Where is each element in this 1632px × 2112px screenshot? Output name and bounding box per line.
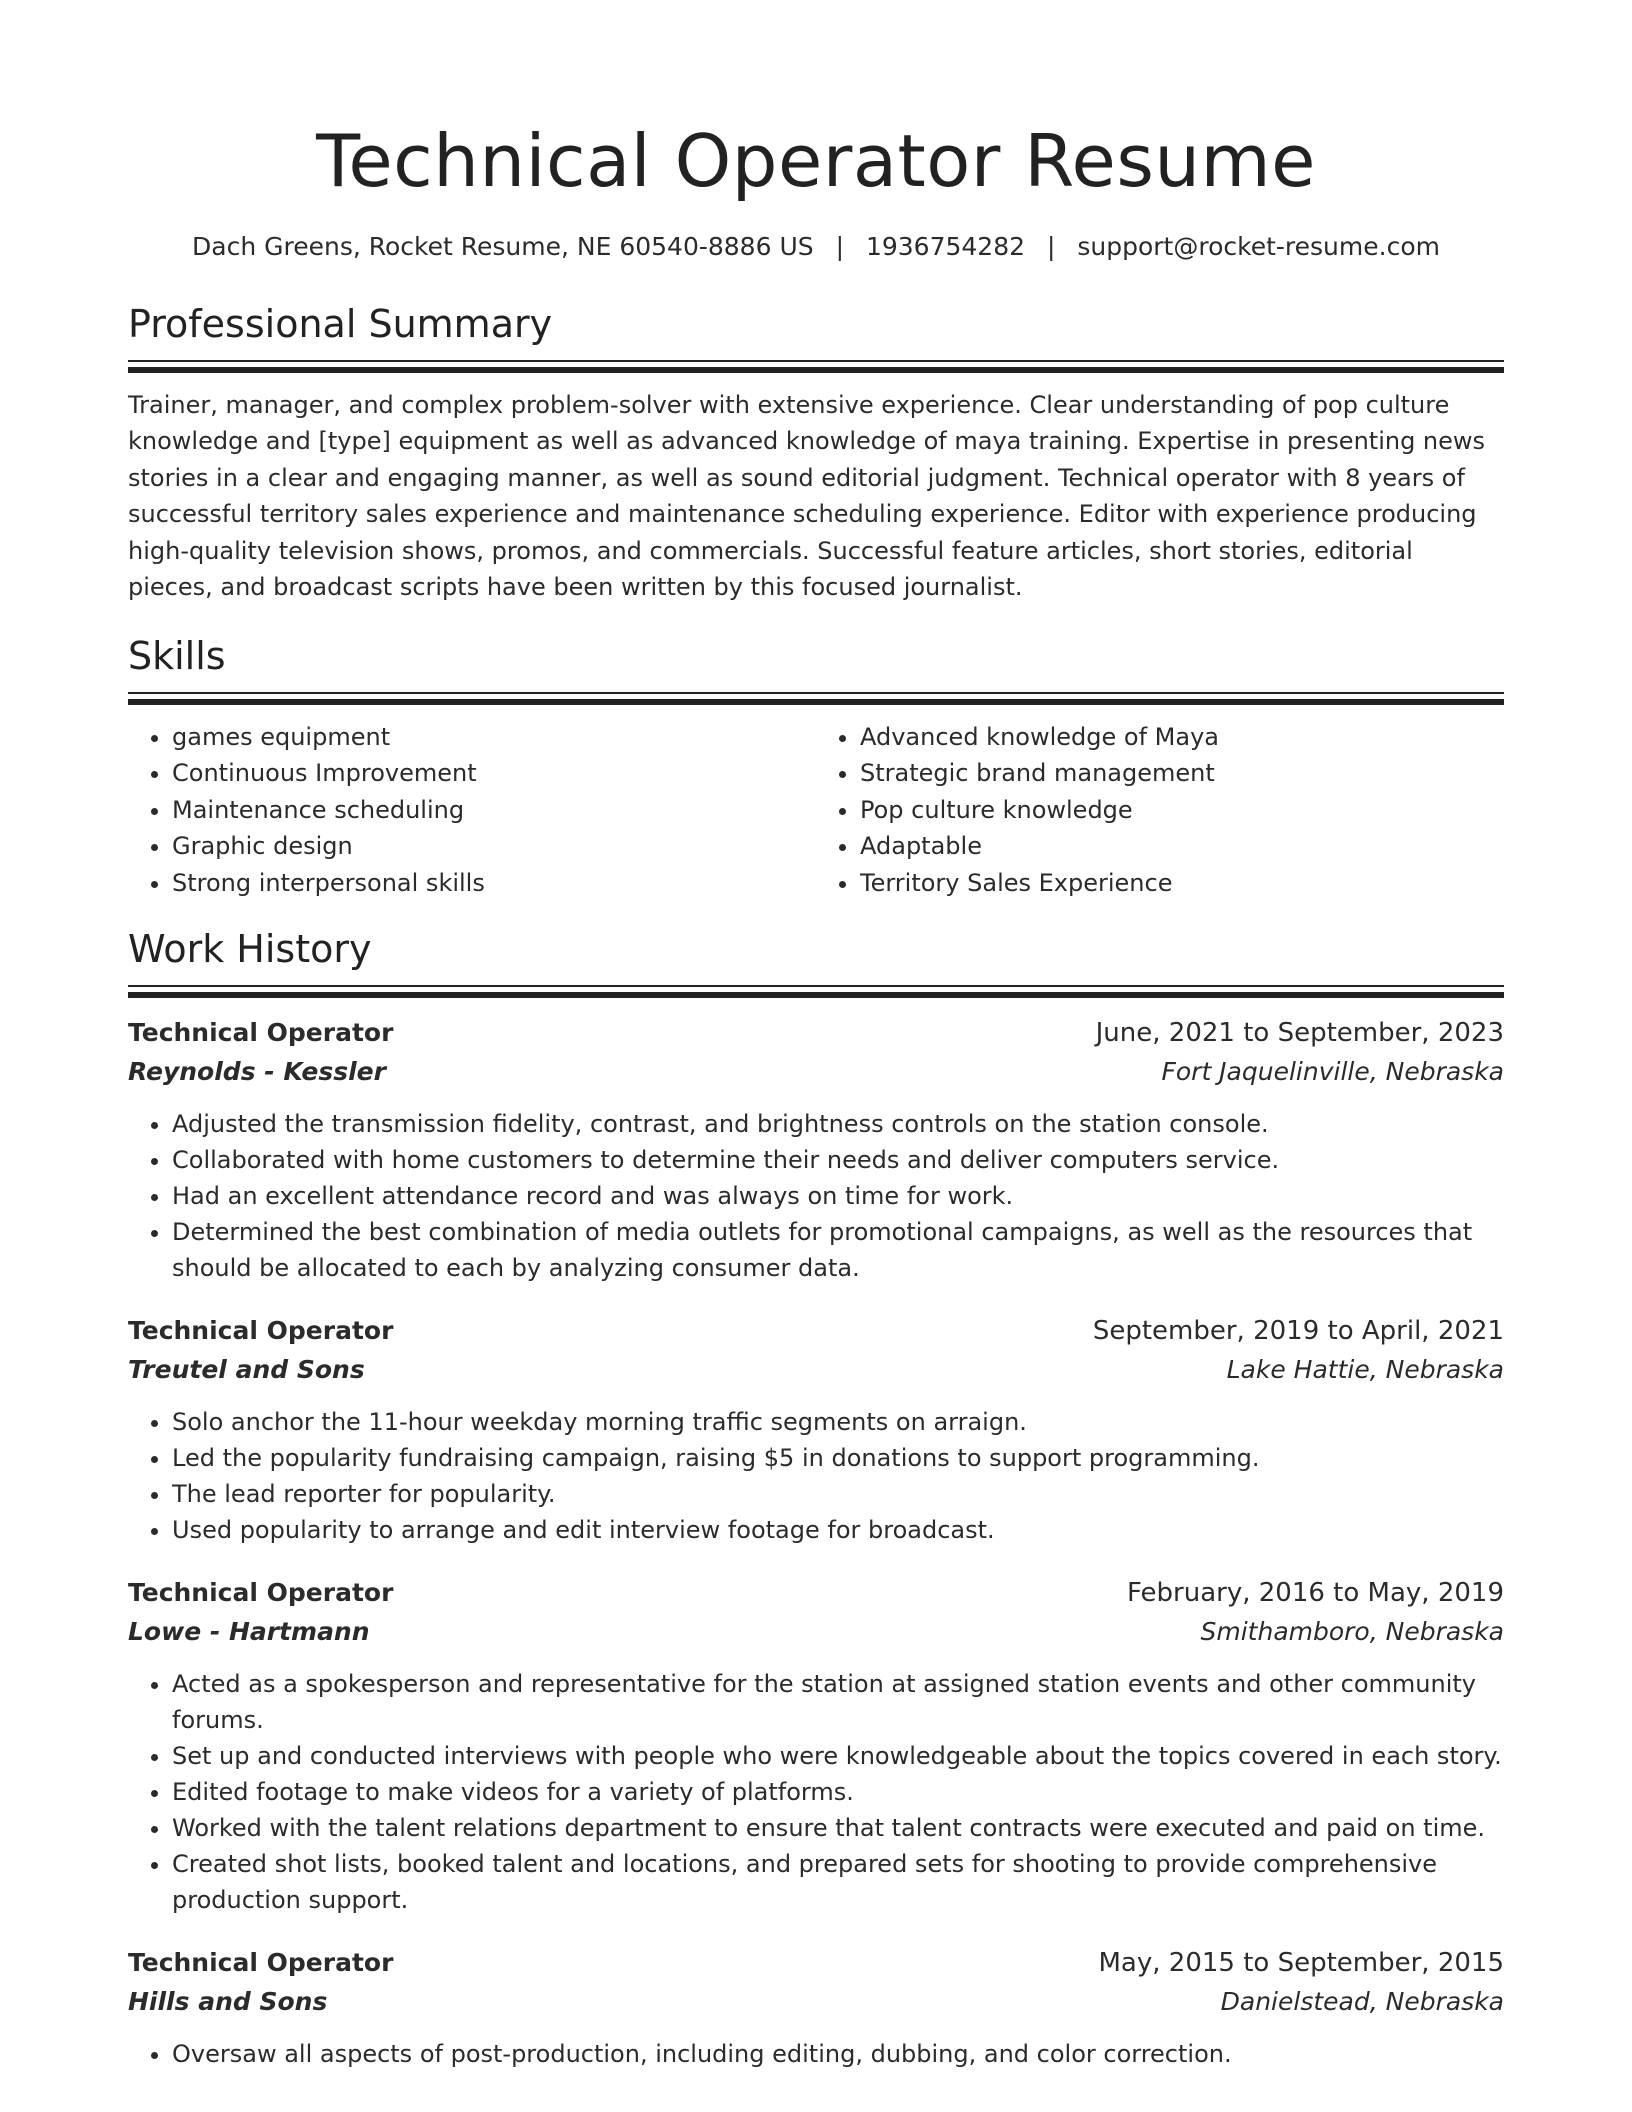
job-bullet: • The lead reporter for popularity. [172,1476,1504,1512]
job-dates: May, 2015 to September, 2015 [1098,1947,1504,1978]
job-bullet: • Had an excellent attendance record and was always on time for work. [172,1178,1504,1214]
job-title: Technical Operator [128,1577,394,1607]
job-dates: June, 2021 to September, 2023 [1095,1017,1504,1048]
section-work-history [128,927,1504,2072]
job-bullet: • Edited footage to make videos for a variety of platforms. [172,1774,1504,1810]
section-heading-summary: Professional Summary [128,302,553,347]
job-location: Fort Jaquelinville, Nebraska [1161,1056,1504,1086]
section-heading-skills: Skills [128,633,226,678]
contact-separator: | [835,232,845,262]
skill-item: • Territory Sales Experience [860,865,1504,902]
job-title: Technical Operator [128,1315,394,1345]
job-bullets [128,1106,1504,1286]
job-company: Hills and Sons [128,1986,328,2016]
contact-separator: | [1046,232,1056,262]
contact-line [128,232,1504,262]
section-divider [128,992,1504,998]
job-bullet: • Solo anchor the 11-hour weekday morning traffic segments on arraign. [172,1404,1504,1440]
job-entry [128,1014,1504,1286]
skill-item: • games equipment [172,719,816,756]
job-bullet: • Used popularity to arrange and edit interview footage for broadcast. [172,1512,1504,1548]
section-summary [128,302,1504,606]
job-title: Technical Operator [128,1947,394,1977]
skill-item: • Advanced knowledge of Maya [860,719,1504,756]
skills-column-left [128,719,816,902]
section-heading-work-history: Work History [128,927,372,972]
skill-item: • Adaptable [860,828,1504,865]
skills-list [128,719,1504,902]
skills-column-right [816,719,1504,902]
job-bullets [128,1404,1504,1548]
section-divider [128,360,1504,362]
job-dates: February, 2016 to May, 2019 [1127,1577,1504,1608]
job-bullets [128,1666,1504,1918]
job-dates: September, 2019 to April, 2021 [1092,1315,1504,1346]
job-bullet: • Led the popularity fundraising campaign, raising $5 in donations to support programming. [172,1440,1504,1476]
job-company: Reynolds - Kessler [128,1056,386,1086]
skill-item: • Maintenance scheduling [172,792,816,829]
job-entry [128,1944,1504,2072]
job-bullet: • Collaborated with home customers to determine their needs and deliver computers service. [172,1142,1504,1178]
job-location: Smithamboro, Nebraska [1200,1616,1504,1646]
job-bullet: • Oversaw all aspects of post-production, including editing, dubbing, and color correction. [172,2036,1504,2072]
section-skills [128,634,1504,901]
job-company: Lowe - Hartmann [128,1616,370,1646]
resume-title: Technical Operator Resume [316,119,1316,203]
job-entry [128,1312,1504,1548]
job-list [128,1014,1504,2072]
job-title: Technical Operator [128,1017,394,1047]
job-company: Treutel and Sons [128,1354,365,1384]
job-bullet: • Acted as a spokesperson and representative for the station at assigned station events and other community forums. [172,1666,1504,1738]
job-bullet: • Set up and conducted interviews with people who were knowledgeable about the topics covered in each story. [172,1738,1504,1774]
job-bullet: • Adjusted the transmission fidelity, contrast, and brightness controls on the station console. [172,1106,1504,1142]
summary-text: Trainer, manager, and complex problem-solver with extensive experience. Clear understanding of pop culture knowledge and [type] equipment as well as advanced knowledge of maya training. Expertise in presenting news stories in a clear and engaging manner, as well as sound editorial judgment. Technical operator with 8 years of successful territory sales experience and maintenance scheduling experience. Editor with experience producing high-quality television shows, promos, and commercials. Successful feature articles, short stories, editorial pieces, and broadcast scripts have been written by this focused journalist. [128,390,1486,602]
skill-item: • Continuous Improvement [172,755,816,792]
job-bullet: • Created shot lists, booked talent and locations, and prepared sets for shooting to provide comprehensive production support. [172,1846,1504,1918]
section-divider [128,367,1504,373]
contact-email: support@rocket-resume.com [1077,232,1440,262]
skill-item: • Pop culture knowledge [860,792,1504,829]
job-bullet: • Determined the best combination of media outlets for promotional campaigns, as well as the resources that should be allocated to each by analyzing consumer data. [172,1214,1504,1286]
section-divider [128,985,1504,987]
job-bullets [128,2036,1504,2072]
skill-item: • Graphic design [172,828,816,865]
job-location: Lake Hattie, Nebraska [1226,1354,1504,1384]
contact-phone: 1936754282 [865,232,1026,262]
section-divider [128,699,1504,705]
contact-address: Dach Greens, Rocket Resume, NE 60540-8886 US [192,232,814,262]
skill-item: • Strong interpersonal skills [172,865,816,902]
skill-item: • Strategic brand management [860,755,1504,792]
section-divider [128,692,1504,694]
job-bullet: • Worked with the talent relations department to ensure that talent contracts were executed and paid on time. [172,1810,1504,1846]
job-entry [128,1574,1504,1918]
job-location: Danielstead, Nebraska [1220,1986,1504,2016]
